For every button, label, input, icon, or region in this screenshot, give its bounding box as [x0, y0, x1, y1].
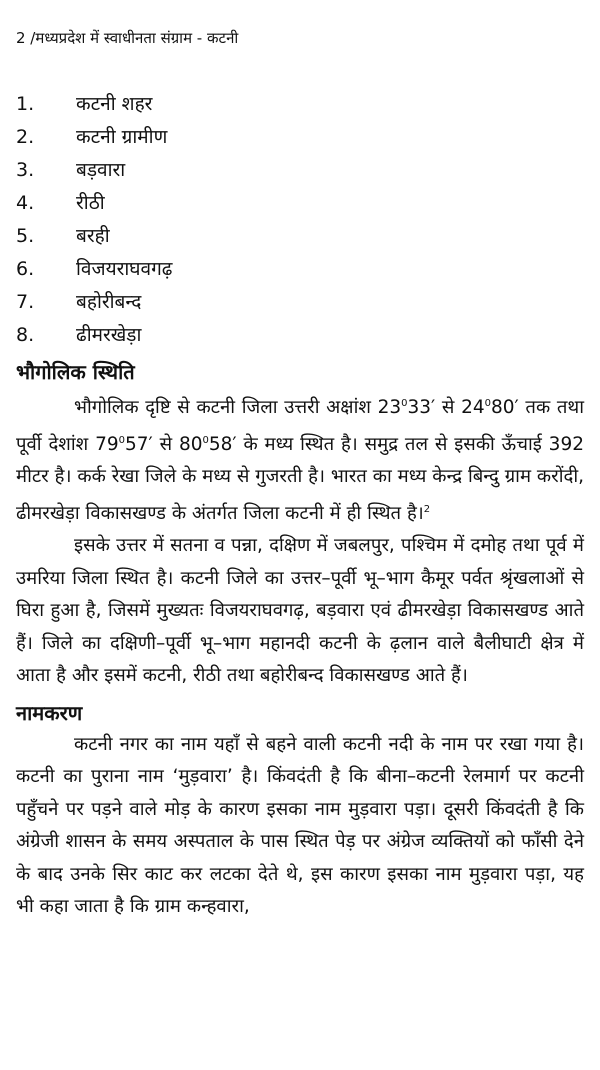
list-number: 8.	[16, 324, 35, 346]
list-label: बरही	[76, 225, 110, 247]
running-header: 2 /मध्यप्रदेश में स्वाधीनता संग्राम - कटनी	[16, 29, 239, 47]
footnote-marker: 2	[423, 503, 431, 515]
list-number: 3.	[16, 159, 35, 181]
list-number: 7.	[16, 291, 35, 313]
list-number: 5.	[16, 225, 35, 247]
naming-paragraph-1: कटनी नगर का नाम यहाँ से बहने वाली कटनी नदी के नाम पर रखा गया है। कटनी का पुराना नाम ‘मुड़वारा’ है। किंवदंती है कि बीना–कटनी रेलमार्ग पर कटनी पहुँचने पर पड़ने वाले मोड़ के कारण इसका नाम मुड़वारा पड़ा। दूसरी किंवदंती है कि अंग्रेजी शासन के समय अस्पताल के पास स्थित पेड़ पर अंग्रेज व्यक्तियों को फाँसी देने के बाद उनके सिर काट कर लटका देते थे, इस कारण इसका नाम मुड़वारा पड़ा, यह भी कहा जाता है कि ग्राम कन्हवारा,	[16, 733, 584, 918]
list-item	[16, 121, 584, 154]
list-number: 6.	[16, 258, 35, 280]
list-item	[16, 286, 584, 319]
block-list	[16, 88, 584, 352]
list-label: बड़वारा	[76, 159, 126, 181]
list-number: 4.	[16, 192, 35, 214]
list-item	[16, 220, 584, 253]
list-label: ढीमरखेड़ा	[76, 324, 142, 346]
list-number: 1.	[16, 93, 35, 115]
list-item	[16, 154, 584, 187]
list-label: बहोरीबन्द	[76, 291, 142, 313]
list-item	[16, 319, 584, 352]
geography-paragraph-1: भौगोलिक दृष्टि से कटनी जिला उत्तरी अक्षांश $23^033'$ से $24^080'$ तक तथा पूर्वी देशांश $79^057'$ से $80^058'$ के मध्य स्थित है। समुद्र तल से इसकी ऊँचाई 392 मीटर है। कर्क रेखा जिले के मध्य से गुजरती है। भारत का मध्य केन्द्र बिन्दु ग्राम करोंदी, ढीमरखेड़ा विकासखण्ड के अंतर्गत जिला कटनी में ही स्थित है।$^2$	[16, 397, 584, 524]
list-label: रीठी	[76, 192, 105, 214]
list-item	[16, 187, 584, 220]
list-number: 2.	[16, 126, 35, 148]
section-heading-naming: नामकरण	[16, 700, 83, 725]
geography-paragraph-2: इसके उत्तर में सतना व पन्ना, दक्षिण में जबलपुर, पश्चिम में दमोह तथा पूर्व में उमरिया जिला स्थित है। कटनी जिले का उत्तर–पूर्वी भू–भाग कैमूर पर्वत श्रृंखलाओं से घिरा हुआ है, जिसमें मुख्यतः विजयराघवगढ़, बड़वारा एवं ढीमरखेड़ा विकासखण्ड आते हैं। जिले का दक्षिणी–पूर्वी भू–भाग महानदी कटनी के ढ़लान वाले बैलीघाटी क्षेत्र में आता है और इसमें कटनी, रीठी तथा बहोरीबन्द विकासखण्ड आते हैं।	[16, 535, 584, 687]
list-label: कटनी शहर	[76, 93, 153, 115]
list-label: कटनी ग्रामीण	[76, 126, 168, 148]
list-label: विजयराघवगढ़	[76, 258, 173, 280]
list-item	[16, 253, 584, 286]
list-item	[16, 88, 584, 121]
section-heading-geography: भौगोलिक स्थिति	[16, 360, 135, 384]
